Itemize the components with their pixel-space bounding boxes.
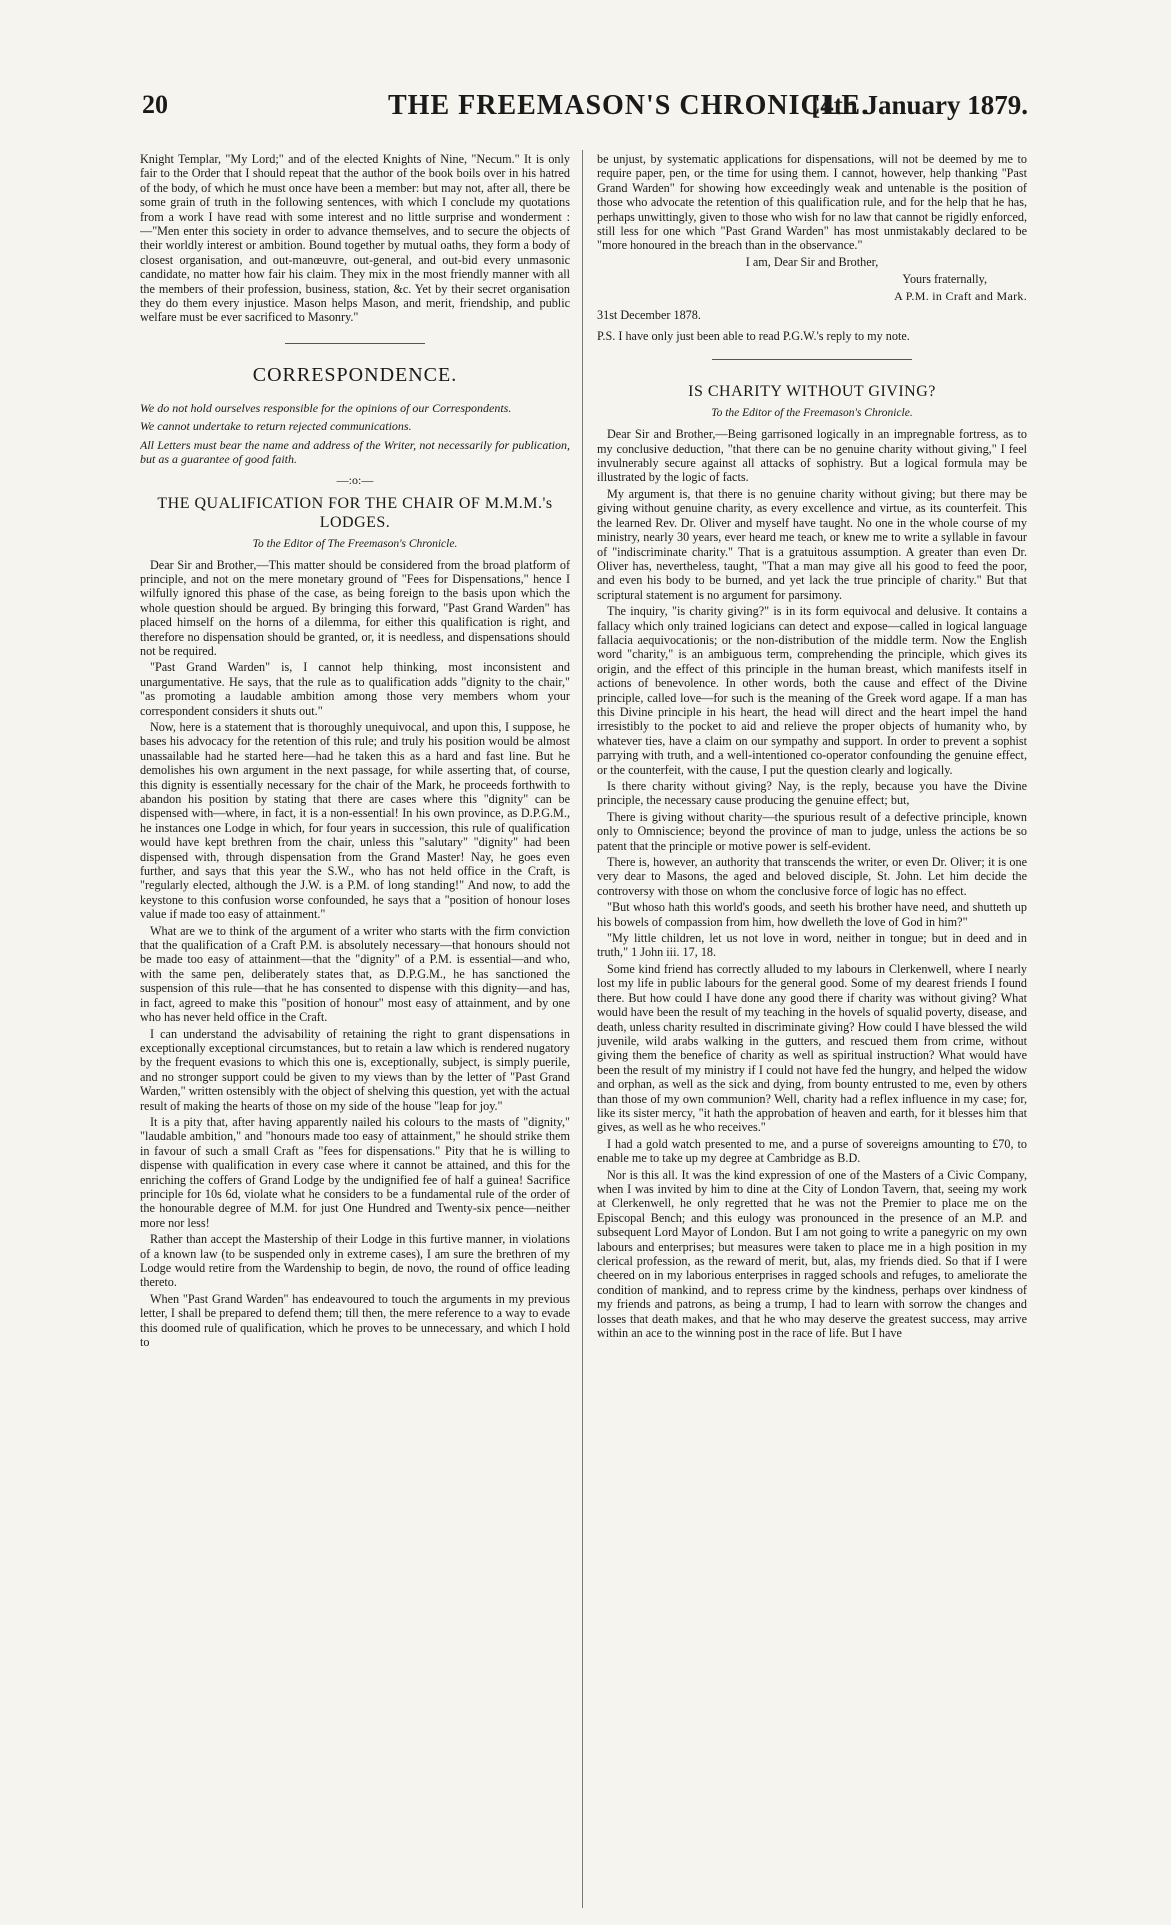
- letter-paragraph: The inquiry, "is charity giving?" is in its form equivocal and delusive. It contains a fallacy which only trained logicians can detect and expose—called in logical language fallacia aequivocationis; or the non-distribution of the middle term. Now the English word "charity," is an ambiguous term, comprehending the principle, which gives its origin, and the effect of this principle in the human breast, which manifests itself in actions of benevolence. In other words, both the cause and effect of the Divine principle, called love—for such is the meaning of the Greek word agape. If a man has this Divine principle in his heart, the head will direct and the heart impel the hand irresistibly to the pocket to aid and relieve the proper objects of humanity who, by whatever ties, have a claim on our sympathy and support. In order to prevent a sophist parrying with truth, and a well-intentioned co-operator confounding the genuine effect, or the counterfeit, with the cause, I put the question clearly and logically.: [597, 604, 1027, 777]
- letter-body: [597, 427, 1027, 1340]
- letter-paragraph: Some kind friend has correctly alluded to my labours in Clerkenwell, where I nearly lost my life in public labours for the general good. Some of my dearest friends I found there. But how could I have done any good there if charity was without giving? What would have been the result of my teaching in the hovels of squalid poverty, disease, and death, unless charity resulted in discriminate giving? How could I have blessed the wild juvenile, wild arabs walking in the gutters, and rescued them from crime, without giving them the benefice of charity as well as spiritual instruction? What would have been the result of my ministry if I could not have fed the hungry, and helped the widow and orphan, as well as the sick and dying, from bounty entrusted to me, even by others than those of my own communion? Well, charity had a reflex influence in my case; for, like its sister mercy, "it hath the approbation of heaven and earth, for it blesses him that gives, as well as he who receives.": [597, 961, 1027, 1135]
- letter-paragraph: I can understand the advisability of retaining the right to grant dispensations in exceptionally exceptional circumstances, but to retain a law which is rendered nugatory by the frequent evasions to which this one is, exceptionally, subject, is simply puerile, and no stronger support could be given to my views than by the letter of "Past Grand Warden," written ostensibly with the object of shelving this question, yet with the actual result of making the hearts of those on my side of the house "leap for joy.": [140, 1026, 570, 1113]
- editorial-notice: All Letters must bear the name and address of the Writer, not necessarily for publication, but as a guarantee of good faith.: [140, 437, 570, 467]
- page-number: 20: [142, 90, 168, 119]
- letter-paragraph: be unjust, by systematic applications for dispensations, will not be deemed by me to require paper, pen, or the time for using them. I cannot, however, help thanking "Past Grand Warden" for showing how exceedingly weak and untenable is the position of those who advocate the retention of this qualification rule, and for the help that he has, perhaps unwittingly, given to those who wish for no law that cannot be rigidly enforced, still less for one which "Past Grand Warden" has most unmistakably declared to be "more honoured in the breach than in the observance.": [597, 152, 1027, 253]
- letter-paragraph: There is giving without charity—the spurious result of a defective principle, known only to Omniscience; beyond the province of man to judge, unless the actions be so patent that the principle or motive power is self-evident.: [597, 809, 1027, 853]
- letter-paragraph: I had a gold watch presented to me, and a purse of sovereigns amounting to £70, to enable me to take up my degree at Cambridge as B.D.: [597, 1136, 1027, 1166]
- column-divider: [582, 150, 583, 1908]
- letter-paragraph: When "Past Grand Warden" has endeavoured to touch the arguments in my previous letter, I shall be prepared to defend them; till then, the mere reference to a way to evade this doomed rule of qualification, which he proves to be unnecessary, and which I hold to: [140, 1291, 570, 1350]
- letter-paragraph: Is there charity without giving? Nay, is the reply, because you have the Divine principle, the necessary cause producing the genuine effect; but,: [597, 779, 1027, 808]
- letter-signature: A P.M. in Craft and Mark.: [894, 288, 1027, 303]
- letter-paragraph: Now, here is a statement that is thoroughly unequivocal, and upon this, I suppose, he bases his advocacy for the retention of this rule; and truly his position would be almost unassailable had he started here—had he taken this as a hard and fast line. But he demolishes his own argument in the next passage, for while asserting that, of course, this dignity is essentially necessary for the chair of the Mark, he proceeds forthwith to abandon his position by stating that there are cases where this "dignity" can be dispensed with—where, in fact, it is a non-essential! In his own province, as D.P.G.M., he instances one Lodge in which, for four years in succession, this rule of qualification would have kept brethren from the chair, unless this "salutary" "dignity" had been dispensed with, through dispensation from the Grand Master! Nay, he goes even further, and says that this year the S.W., who has not held office in the Craft, is "regularly elected, although the J.W. is a P.M. of long standing!" And now, to add the keystone to this confusion worse confounded, he says that a "position of honour loses value if made too easy of attainment.": [140, 719, 570, 922]
- letter-paragraph: Nor is this all. It was the kind expression of one of the Masters of a Civic Company, when I was invited by him to dine at the City of London Tavern, that, seeing my work at Clerkenwell, he only regretted that he was not the Premier to place me on the Episcopal Bench; and this eulogy was pronounced in the presence of an M.P. and subsequent Lord Mayor of London. But I am not going to write a panegyric on my own labours and enterprises; but measures were taken to place me in a high position in my clerical profession, as the reward of merit, but, alas, my friends died. So that if I were cheered on in my laborious enterprises in ragged schools and refuges, to ameliorate the condition of mankind, and to repress crime by the kindness, perhaps over kindness of my friends and patrons, as being a trump, I had to learn with sorrow the changes and losses that death makes, and that he who may deserve the greatest success, may arrive within an ace to the winning post in the race of life. But I have: [597, 1167, 1027, 1341]
- article-paragraph: Knight Templar, "My Lord;" and of the elected Knights of Nine, "Necum." It is only fair to the Order that I should repeat that the author of the book boils over in his hatred of the body, of which he must once have been a member: but may not, after all, there be some grain of truth in the following sentences, with which I conclude my quotations from a work I have read with some interest and no little surprise and wonderment :—"Men enter this society in order to advance themselves, and to secure the objects of their worldly interest or ambition. Bound together by mutual oaths, they form a body of closest organisation, and out-manœuvre, out-general, and out-bid every unmasonic candidate, no matter how fair his claim. They mix in the most friendly manner with all the members of their profession, business, station, &c. Yet by their secret organisation they do them every injustice. Mason helps Mason, and merit, friendship, and public welfare must be ever sacrificed to Masonry.": [140, 152, 570, 325]
- section-rule: [712, 359, 912, 360]
- letter-paragraph: My argument is, that there is no genuine charity without giving; but there may be giving without genuine charity, as every excellence and virtue, as its counterfeit. This the learned Rev. Dr. Oliver and myself have taught. No one in the whole course of my ministry, nearly 30 years, ever heard me teach, or knew me to write a syllable in favour of "indiscriminate charity." That is a gratuitous assumption. A greater than even Dr. Oliver has, nevertheless, taught, "That a man may give all his good to feed the poor, and even his body to be burned, and yet lack the true principle of charity." But that scriptural statement is no argument for parsimony.: [597, 486, 1027, 602]
- letter-signoff: Yours fraternally,: [902, 271, 987, 286]
- correspondence-heading: CORRESPONDENCE.: [252, 363, 458, 386]
- letter-addressee: To the Editor of The Freemason's Chronicle.: [252, 537, 458, 550]
- letter-date: 31st December 1878.: [597, 307, 701, 322]
- ornament-separator: —:o:—: [336, 472, 374, 487]
- letter-paragraph: What are we to think of the argument of a writer who starts with the firm conviction that the qualification of a Craft P.M. is absolutely necessary—that honours should not be made too easy of attainment—that the "dignity" of a P.M. is essential—and who, with the same pen, deliberately states that, as D.P.G.M., he has sanctioned the suspension of this rule—that he has consented to dispense with this dignity—and has, in fact, agreed to make this "position of honour" most easy of attainment, and by one who has never held office in the Craft.: [140, 923, 570, 1025]
- editorial-notice: We do not hold ourselves responsible for the opinions of our Correspondents.: [140, 400, 512, 415]
- editorial-notice: We cannot undertake to return rejected communications.: [140, 419, 412, 434]
- letter-paragraph: There is, however, an authority that transcends the writer, or even Dr. Oliver; it is one very dear to Masons, the aged and beloved disciple, St. John. Let him decide the controversy with those on whom the conclusive force of logic has no effect.: [597, 855, 1027, 898]
- letter-continuation: [597, 152, 1027, 253]
- issue-date: [4th January 1879.: [811, 90, 1028, 120]
- letter-title: IS CHARITY WITHOUT GIVING?: [688, 383, 936, 401]
- letter-paragraph: "Past Grand Warden" is, I cannot help thinking, most inconsistent and unargumentative. He says, that the rule as to qualification adds "dignity to the chair," "as promoting a laudable ambition among those very members whom your correspondent considers it shuts out.": [140, 660, 570, 718]
- left-column: [140, 152, 570, 1907]
- right-column: [597, 152, 1027, 1907]
- letter-salutation: I am, Dear Sir and Brother,: [745, 254, 879, 269]
- letter-paragraph: Rather than accept the Mastership of their Lodge in this furtive manner, in violations of a known law (to be suspended only in extreme cases), I am sure the brethren of my Lodge would retire from the Wardenship to begin, de novo, the round of office leading thereto.: [140, 1232, 570, 1290]
- letter-paragraph: Dear Sir and Brother,—This matter should be considered from the broad platform of principle, and not on the mere monetary ground of "Fees for Dispensations," hence I wilfully ignored this phase of the case, as being foreign to the basis upon which the whole question should be argued. By bringing this forward, "Past Grand Warden" has placed himself on the horns of a dilemma, for either this qualification is right, and therefore no dispensation should be granted, or, it is needless, and dispensations should not be required.: [140, 557, 570, 658]
- letter-addressee: To the Editor of the Freemason's Chronicle.: [711, 407, 913, 420]
- letter-paragraph: "But whoso hath this world's goods, and seeth his brother have need, and shutteth up his bowels of compassion from him, how dwelleth the love of God in him?": [597, 900, 1027, 929]
- letter-title: THE QUALIFICATION FOR THE CHAIR OF M.M.M.'s LODGES.: [157, 494, 553, 531]
- masthead: [138, 90, 1028, 130]
- section-rule: [285, 343, 425, 344]
- letter-paragraph: Dear Sir and Brother,—Being garrisoned logically in an impregnable fortress, as to my conclusive deduction, "that there can be no genuine charity without giving," I feel invulnerably secure against all attacks of sophistry. But a logical formula may be illustrated by the logic of facts.: [597, 427, 1027, 485]
- letter-postscript: P.S. I have only just been able to read P.G.W.'s reply to my note.: [597, 328, 910, 343]
- letter-paragraph: "My little children, let us not love in word, neither in tongue; but in deed and in truth," 1 John iii. 17, 18.: [597, 931, 1027, 960]
- letter-paragraph: It is a pity that, after having apparently nailed his colours to the masts of "dignity," "laudable ambition," and "honours made too easy of attainment," he should strike them in favour of such a small Craft as "fees for dispensations." Pity that he is willing to dispense with qualification in every case where it cannot be attained, and this for the enriching the coffers of Grand Lodge by the undignified fee of half a guinea! Sacrifice principle for 10s 6d, violate what he considers to be a fundamental rule of the order of the honourable degree of M.M. for just One Hundred and Twenty-six pence—neither more nor less!: [140, 1114, 570, 1230]
- publication-title: THE FREEMASON'S CHRONICLE.: [388, 90, 870, 121]
- continued-article: [140, 152, 570, 325]
- letter-body: [140, 558, 570, 1350]
